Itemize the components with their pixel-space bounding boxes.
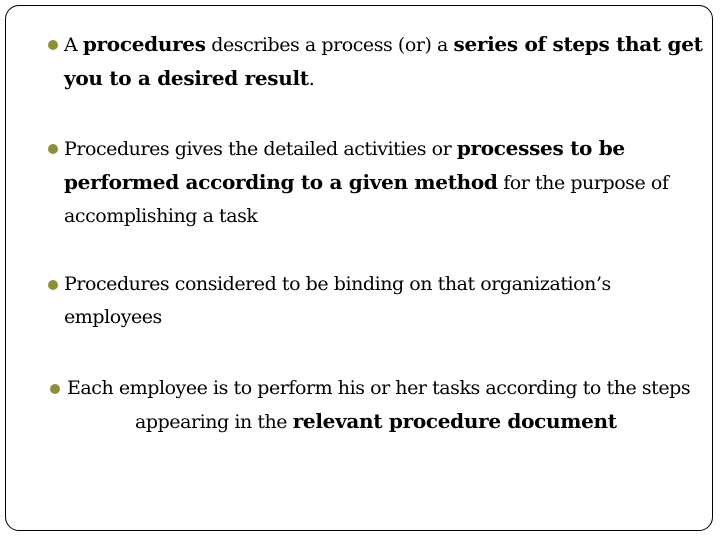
bullet-text xyxy=(64,28,704,96)
bullet-item-each-employee xyxy=(67,372,697,439)
bullet-dot-icon xyxy=(50,384,60,394)
bullet-text-line-indented xyxy=(67,411,617,433)
bullet-text xyxy=(64,268,704,334)
bullet-text-segment: Procedures considered to be binding on that organization’s employees xyxy=(64,273,611,328)
bullet-text-segment: for the purpose of accomplishing a task xyxy=(64,172,669,227)
bullet-text-segment: . xyxy=(308,68,315,90)
bullet-text-bold-segment: procedures xyxy=(82,32,206,56)
bullet-text-segment: A xyxy=(64,34,83,56)
bullet-text-line: Each employee is to perform his or her tasks according to the steps xyxy=(67,377,691,399)
bullet-text xyxy=(67,372,697,439)
bullet-item-detailed-activities xyxy=(64,132,704,233)
bullet-text-bold-segment: series of steps that get you to a desired result xyxy=(64,32,703,90)
bullet-text-bold-segment: relevant procedure document xyxy=(292,409,617,433)
bullet-text-segment: Procedures gives the detailed activities or xyxy=(64,138,457,160)
bullet-item-procedures-definition xyxy=(64,28,704,96)
bullet-dot-icon xyxy=(48,280,58,290)
bullet-text-bold-segment: processes to be performed according to a given method xyxy=(64,136,625,194)
bullet-item-binding xyxy=(64,268,704,334)
bullet-dot-icon xyxy=(48,40,58,50)
bullet-dot-icon xyxy=(48,144,58,154)
bullet-text xyxy=(64,132,704,233)
bullet-text-segment: describes a process (or) a xyxy=(205,34,454,56)
bullet-text-segment: appearing in the xyxy=(135,411,293,433)
